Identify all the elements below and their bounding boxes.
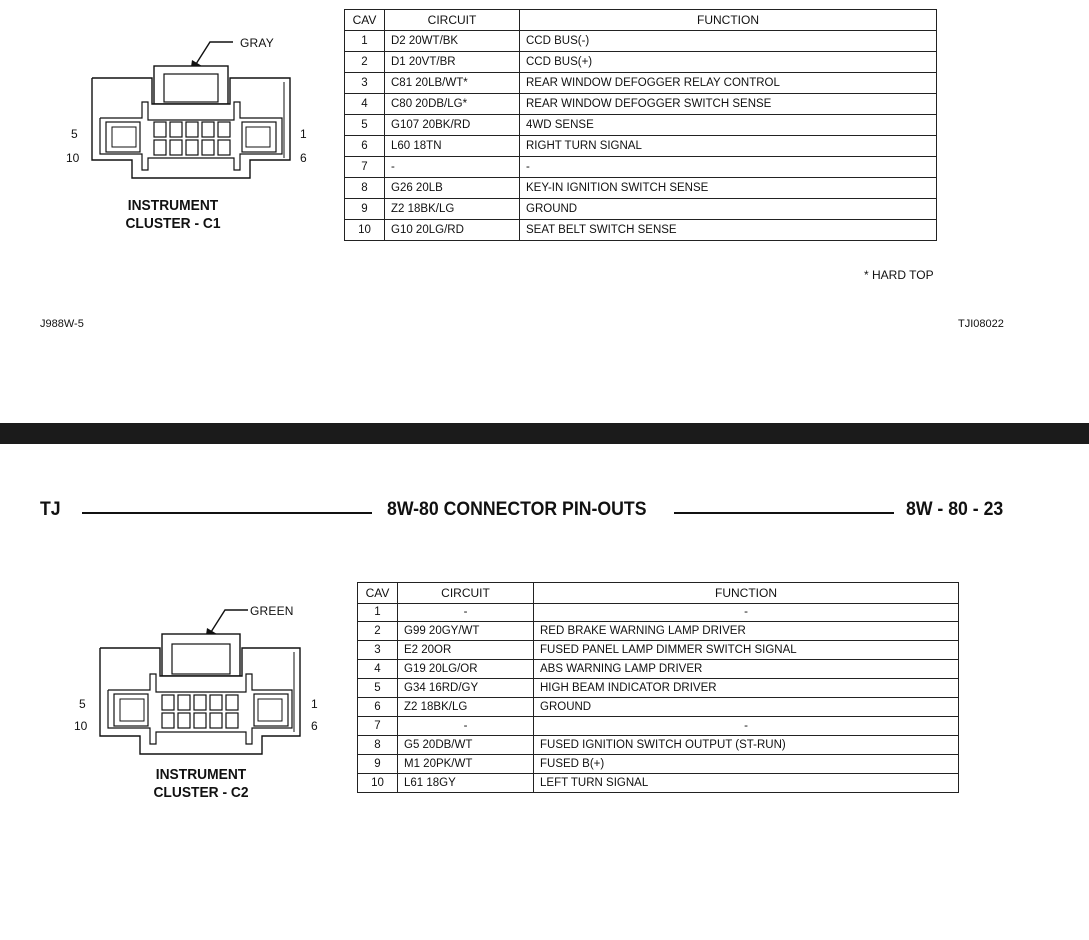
connector-name-line1: INSTRUMENT bbox=[127, 197, 219, 214]
connector-diagram-c2 bbox=[88, 598, 318, 758]
header-rule-right bbox=[674, 512, 894, 514]
cav-cell: 8 bbox=[345, 178, 385, 199]
table-header-row bbox=[358, 583, 959, 604]
function-cell: RIGHT TURN SIGNAL bbox=[520, 136, 937, 157]
table-row bbox=[358, 755, 959, 774]
table-row bbox=[358, 660, 959, 679]
circuit-cell: - bbox=[398, 717, 534, 736]
table-row bbox=[345, 178, 937, 199]
circuit-cell: L60 18TN bbox=[385, 136, 520, 157]
pin-number-label: 6 bbox=[300, 151, 307, 165]
cav-cell: 9 bbox=[345, 199, 385, 220]
circuit-cell: - bbox=[398, 604, 534, 622]
drawing-code-right: TJI08022 bbox=[958, 318, 1004, 330]
circuit-cell: Z2 18BK/LG bbox=[398, 698, 534, 717]
header-section-code: TJ bbox=[40, 499, 61, 520]
table-row bbox=[358, 774, 959, 793]
column-header-function: FUNCTION bbox=[534, 583, 959, 604]
circuit-cell: C80 20DB/LG* bbox=[385, 94, 520, 115]
cav-cell: 4 bbox=[345, 94, 385, 115]
table-row bbox=[345, 157, 937, 178]
circuit-cell: D2 20WT/BK bbox=[385, 31, 520, 52]
cav-cell: 1 bbox=[345, 31, 385, 52]
table-row bbox=[345, 199, 937, 220]
circuit-cell: M1 20PK/WT bbox=[398, 755, 534, 774]
circuit-cell: G99 20GY/WT bbox=[398, 622, 534, 641]
pin-number-label: 1 bbox=[300, 127, 307, 141]
function-cell: HIGH BEAM INDICATOR DRIVER bbox=[534, 679, 959, 698]
table-row bbox=[358, 622, 959, 641]
circuit-cell: G34 16RD/GY bbox=[398, 679, 534, 698]
circuit-cell: G19 20LG/OR bbox=[398, 660, 534, 679]
cav-cell: 5 bbox=[345, 115, 385, 136]
function-cell: FUSED PANEL LAMP DIMMER SWITCH SIGNAL bbox=[534, 641, 959, 660]
function-cell: LEFT TURN SIGNAL bbox=[534, 774, 959, 793]
cav-cell: 2 bbox=[345, 52, 385, 73]
cav-cell: 7 bbox=[345, 157, 385, 178]
table-row bbox=[358, 641, 959, 660]
function-cell: ABS WARNING LAMP DRIVER bbox=[534, 660, 959, 679]
column-header-function: FUNCTION bbox=[520, 10, 937, 31]
cav-cell: 2 bbox=[358, 622, 398, 641]
circuit-cell: Z2 18BK/LG bbox=[385, 199, 520, 220]
connector-name bbox=[113, 197, 233, 233]
pin-number-label: 1 bbox=[311, 697, 318, 711]
cav-cell: 8 bbox=[358, 736, 398, 755]
cav-cell: 5 bbox=[358, 679, 398, 698]
cav-cell: 6 bbox=[345, 136, 385, 157]
pin-number-label: 10 bbox=[66, 151, 80, 165]
connector-name bbox=[141, 766, 261, 802]
function-cell: FUSED B(+) bbox=[534, 755, 959, 774]
footnote: * HARD TOP bbox=[864, 268, 934, 282]
cav-cell: 9 bbox=[358, 755, 398, 774]
table-row bbox=[345, 73, 937, 94]
circuit-cell: G107 20BK/RD bbox=[385, 115, 520, 136]
function-cell: REAR WINDOW DEFOGGER RELAY CONTROL bbox=[520, 73, 937, 94]
circuit-cell: G10 20LG/RD bbox=[385, 220, 520, 241]
table-row bbox=[358, 717, 959, 736]
connector-name-line1: INSTRUMENT bbox=[155, 766, 247, 783]
cav-cell: 3 bbox=[345, 73, 385, 94]
function-cell: REAR WINDOW DEFOGGER SWITCH SENSE bbox=[520, 94, 937, 115]
circuit-cell: E2 20OR bbox=[398, 641, 534, 660]
cav-cell: 1 bbox=[358, 604, 398, 622]
cav-cell: 6 bbox=[358, 698, 398, 717]
cav-cell: 3 bbox=[358, 641, 398, 660]
function-cell: 4WD SENSE bbox=[520, 115, 937, 136]
circuit-cell: G26 20LB bbox=[385, 178, 520, 199]
function-cell: - bbox=[520, 157, 937, 178]
table-row bbox=[345, 52, 937, 73]
column-header-circuit: CIRCUIT bbox=[398, 583, 534, 604]
pinout-table-c1 bbox=[344, 9, 937, 241]
page-divider-bar bbox=[0, 423, 1089, 444]
connector-color-label: GREEN bbox=[250, 604, 294, 618]
table-header-row bbox=[345, 10, 937, 31]
circuit-cell: L61 18GY bbox=[398, 774, 534, 793]
connector-drawing-c2 bbox=[88, 598, 318, 758]
pin-number-label: 10 bbox=[74, 719, 88, 733]
circuit-cell: G5 20DB/WT bbox=[398, 736, 534, 755]
connector-color-label: GRAY bbox=[240, 36, 274, 50]
page-title: 8W-80 CONNECTOR PIN-OUTS bbox=[387, 499, 647, 520]
cav-cell: 4 bbox=[358, 660, 398, 679]
circuit-cell: D1 20VT/BR bbox=[385, 52, 520, 73]
pin-number-label: 6 bbox=[311, 719, 318, 733]
table-row bbox=[345, 115, 937, 136]
function-cell: GROUND bbox=[520, 199, 937, 220]
table-row bbox=[345, 31, 937, 52]
function-cell: GROUND bbox=[534, 698, 959, 717]
page-number: 8W - 80 - 23 bbox=[906, 499, 1004, 520]
table-row bbox=[358, 679, 959, 698]
connector-name-line2: CLUSTER - C2 bbox=[153, 784, 249, 801]
function-cell: KEY-IN IGNITION SWITCH SENSE bbox=[520, 178, 937, 199]
cav-cell: 10 bbox=[345, 220, 385, 241]
column-header-circuit: CIRCUIT bbox=[385, 10, 520, 31]
function-cell: - bbox=[534, 717, 959, 736]
function-cell: - bbox=[534, 604, 959, 622]
function-cell: FUSED IGNITION SWITCH OUTPUT (ST-RUN) bbox=[534, 736, 959, 755]
cav-cell: 10 bbox=[358, 774, 398, 793]
column-header-cav: CAV bbox=[358, 583, 398, 604]
table-row bbox=[345, 136, 937, 157]
function-cell: SEAT BELT SWITCH SENSE bbox=[520, 220, 937, 241]
table-row bbox=[358, 736, 959, 755]
table-row bbox=[358, 698, 959, 717]
circuit-cell: C81 20LB/WT* bbox=[385, 73, 520, 94]
cav-cell: 7 bbox=[358, 717, 398, 736]
function-cell: CCD BUS(-) bbox=[520, 31, 937, 52]
pinout-table-c2 bbox=[357, 582, 959, 793]
table-row bbox=[345, 94, 937, 115]
column-header-cav: CAV bbox=[345, 10, 385, 31]
table-row bbox=[358, 604, 959, 622]
connector-name-line2: CLUSTER - C1 bbox=[125, 215, 221, 232]
pin-number-label: 5 bbox=[79, 697, 86, 711]
function-cell: CCD BUS(+) bbox=[520, 52, 937, 73]
header-rule-left bbox=[82, 512, 372, 514]
pin-number-label: 5 bbox=[71, 127, 78, 141]
table-row bbox=[345, 220, 937, 241]
circuit-cell: - bbox=[385, 157, 520, 178]
drawing-code-left: J988W-5 bbox=[40, 318, 84, 330]
function-cell: RED BRAKE WARNING LAMP DRIVER bbox=[534, 622, 959, 641]
